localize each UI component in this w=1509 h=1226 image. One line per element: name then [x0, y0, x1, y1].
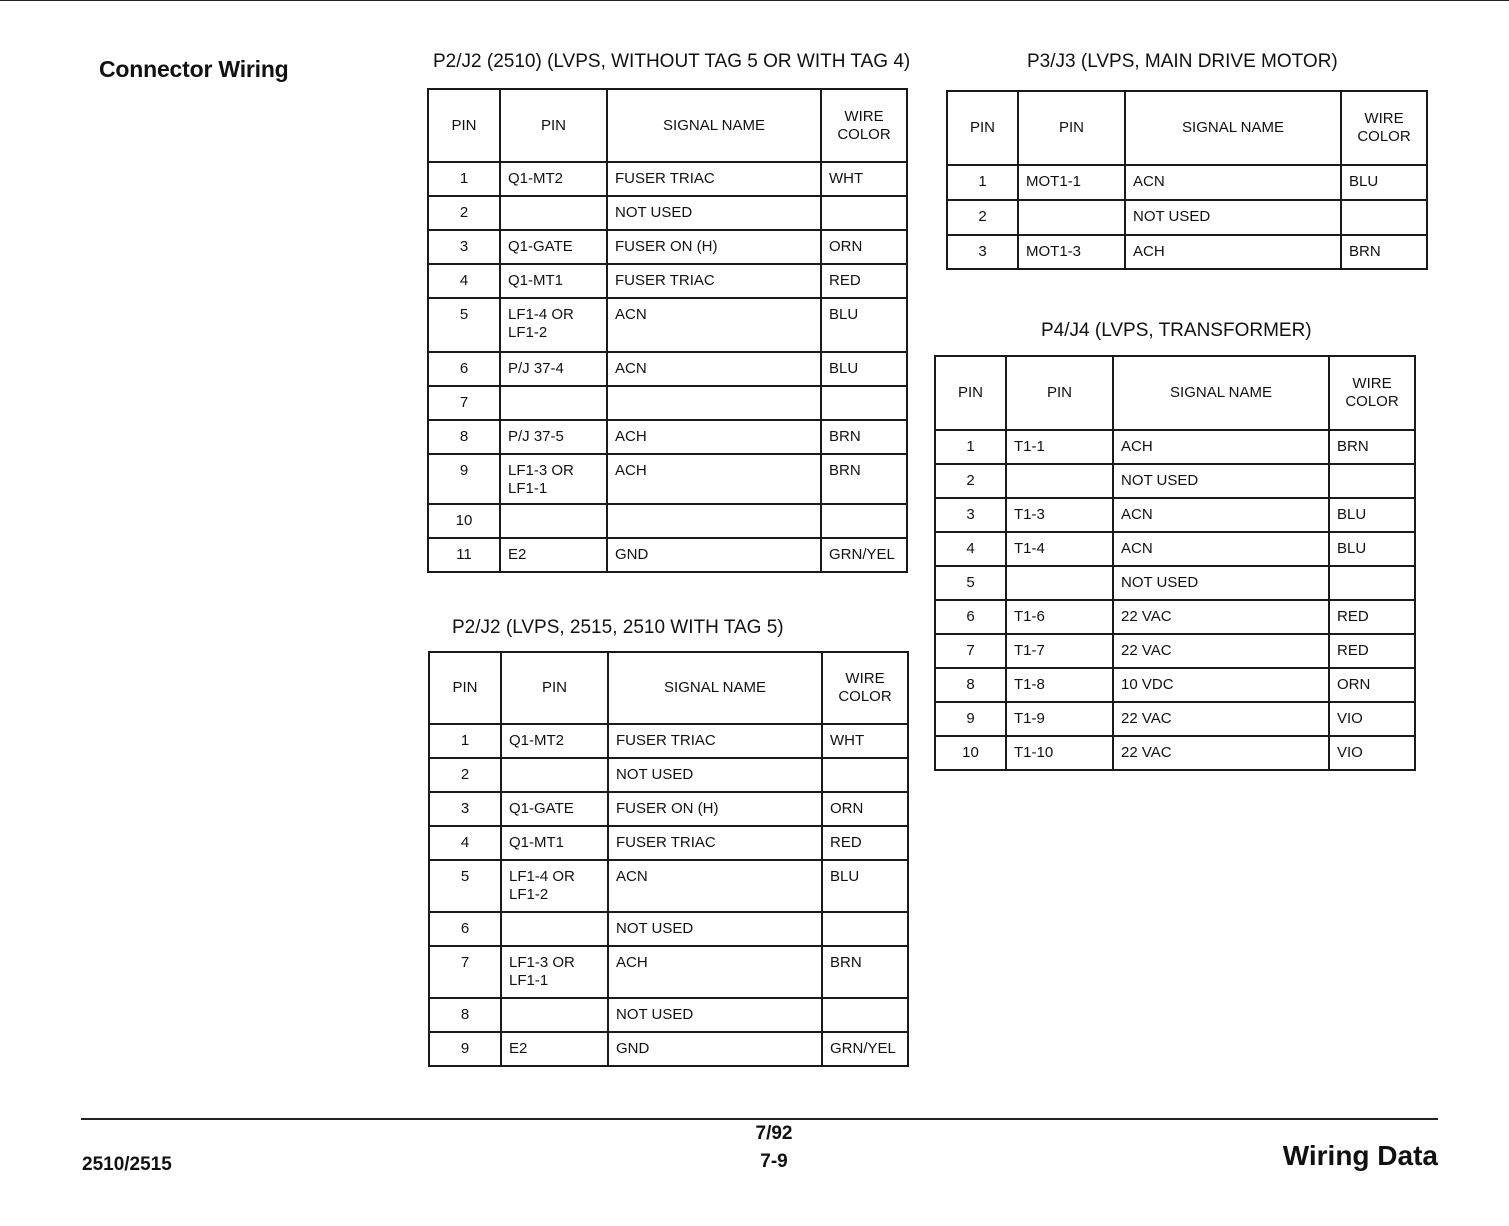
- column-header: PIN: [429, 652, 501, 724]
- wire-color-cell: BRN: [1329, 430, 1415, 464]
- pin-number-cell: 4: [429, 826, 501, 860]
- wiring-table: [428, 651, 909, 1067]
- signal-name-cell: FUSER TRIAC: [608, 826, 822, 860]
- pin-number-cell: 3: [429, 792, 501, 826]
- wire-color-cell: ORN: [822, 792, 908, 826]
- table-row: [935, 600, 1415, 634]
- wiring-table: [427, 88, 908, 573]
- top-border: [0, 0, 1509, 1]
- wire-color-cell: BRN: [821, 454, 907, 504]
- pin-cell: T1-8: [1006, 668, 1113, 702]
- signal-name-cell: NOT USED: [608, 912, 822, 946]
- wiring-table: [934, 355, 1416, 771]
- pin-cell: [1006, 464, 1113, 498]
- pin-number-cell: 10: [428, 504, 500, 538]
- wire-color-cell: BRN: [1341, 235, 1427, 269]
- pin-cell: MOT1-3: [1018, 235, 1125, 269]
- signal-name-cell: NOT USED: [1113, 464, 1329, 498]
- pin-cell: T1-1: [1006, 430, 1113, 464]
- pin-cell: P/J 37-4: [500, 352, 607, 386]
- wire-color-cell: BRN: [822, 946, 908, 998]
- pin-cell: [501, 998, 608, 1032]
- pin-number-cell: 2: [429, 758, 501, 792]
- signal-name-cell: 22 VAC: [1113, 702, 1329, 736]
- column-header: SIGNAL NAME: [607, 89, 821, 162]
- wire-color-cell: BLU: [1329, 498, 1415, 532]
- signal-name-cell: ACH: [1125, 235, 1341, 269]
- column-header: SIGNAL NAME: [1125, 91, 1341, 165]
- pin-cell: Q1-MT2: [501, 724, 608, 758]
- pin-cell: [501, 912, 608, 946]
- table-row: [947, 165, 1427, 200]
- column-header: WIRE COLOR: [1329, 356, 1415, 430]
- table-row: [935, 566, 1415, 600]
- table-row: [428, 504, 907, 538]
- signal-name-cell: FUSER ON (H): [607, 230, 821, 264]
- signal-name-cell: FUSER TRIAC: [607, 162, 821, 196]
- signal-name-cell: 22 VAC: [1113, 736, 1329, 770]
- signal-name-cell: ACN: [608, 860, 822, 912]
- wire-color-cell: ORN: [821, 230, 907, 264]
- column-header: PIN: [501, 652, 608, 724]
- pin-number-cell: 9: [429, 1032, 501, 1066]
- table-row: [429, 946, 908, 998]
- pin-number-cell: 2: [428, 196, 500, 230]
- signal-name-cell: ACH: [607, 454, 821, 504]
- wire-color-cell: BLU: [821, 298, 907, 352]
- pin-number-cell: 7: [429, 946, 501, 998]
- wire-color-cell: [821, 504, 907, 538]
- table-row: [935, 430, 1415, 464]
- signal-name-cell: ACH: [1113, 430, 1329, 464]
- pin-cell: Q1-MT2: [500, 162, 607, 196]
- signal-name-cell: ACN: [1113, 498, 1329, 532]
- pin-number-cell: 6: [428, 352, 500, 386]
- pin-number-cell: 8: [429, 998, 501, 1032]
- column-header: SIGNAL NAME: [1113, 356, 1329, 430]
- signal-name-cell: NOT USED: [1125, 200, 1341, 235]
- pin-number-cell: 1: [429, 724, 501, 758]
- wire-color-cell: BLU: [822, 860, 908, 912]
- wire-color-cell: ORN: [1329, 668, 1415, 702]
- table-row: [428, 230, 907, 264]
- signal-name-cell: 10 VDC: [1113, 668, 1329, 702]
- signal-name-cell: [607, 386, 821, 420]
- wire-color-cell: [821, 386, 907, 420]
- table-row: [428, 420, 907, 454]
- pin-cell: LF1-3 OR LF1-1: [500, 454, 607, 504]
- signal-name-cell: FUSER TRIAC: [608, 724, 822, 758]
- pin-cell: [1018, 200, 1125, 235]
- signal-name-cell: NOT USED: [1113, 566, 1329, 600]
- footer-divider: [81, 1118, 1438, 1120]
- pin-cell: [501, 758, 608, 792]
- wire-color-cell: BLU: [821, 352, 907, 386]
- table-caption: P3/J3 (LVPS, MAIN DRIVE MOTOR): [1027, 51, 1338, 72]
- signal-name-cell: GND: [608, 1032, 822, 1066]
- signal-name-cell: ACN: [1113, 532, 1329, 566]
- table-row: [428, 298, 907, 352]
- wire-color-cell: [822, 998, 908, 1032]
- pin-cell: T1-10: [1006, 736, 1113, 770]
- table-row: [935, 532, 1415, 566]
- wire-color-cell: BLU: [1341, 165, 1427, 200]
- pin-number-cell: 8: [428, 420, 500, 454]
- wiring-table: [946, 90, 1428, 270]
- signal-name-cell: ACH: [608, 946, 822, 998]
- wire-color-cell: [822, 758, 908, 792]
- pin-cell: T1-4: [1006, 532, 1113, 566]
- footer-date: 7/92: [755, 1123, 793, 1144]
- column-header: WIRE COLOR: [822, 652, 908, 724]
- pin-number-cell: 1: [947, 165, 1018, 200]
- table-row: [428, 162, 907, 196]
- pin-number-cell: 7: [428, 386, 500, 420]
- pin-cell: LF1-3 OR LF1-1: [501, 946, 608, 998]
- pin-cell: Q1-MT1: [500, 264, 607, 298]
- table-row: [429, 758, 908, 792]
- signal-name-cell: ACH: [607, 420, 821, 454]
- footer-page-number: 7-9: [760, 1151, 788, 1172]
- signal-name-cell: ACN: [607, 352, 821, 386]
- table-row: [428, 454, 907, 504]
- pin-number-cell: 3: [428, 230, 500, 264]
- table-row: [429, 724, 908, 758]
- pin-number-cell: 1: [428, 162, 500, 196]
- column-header: PIN: [500, 89, 607, 162]
- column-header: SIGNAL NAME: [608, 652, 822, 724]
- wire-color-cell: BRN: [821, 420, 907, 454]
- wire-color-cell: [822, 912, 908, 946]
- table-caption: P2/J2 (LVPS, 2515, 2510 WITH TAG 5): [452, 617, 784, 638]
- table-row: [935, 634, 1415, 668]
- wire-color-cell: VIO: [1329, 736, 1415, 770]
- signal-name-cell: NOT USED: [607, 196, 821, 230]
- wire-color-cell: [1329, 566, 1415, 600]
- pin-number-cell: 1: [935, 430, 1006, 464]
- pin-number-cell: 5: [935, 566, 1006, 600]
- pin-number-cell: 6: [935, 600, 1006, 634]
- pin-number-cell: 3: [935, 498, 1006, 532]
- table-row: [947, 200, 1427, 235]
- pin-cell: E2: [500, 538, 607, 572]
- table-row: [429, 860, 908, 912]
- pin-cell: Q1-MT1: [501, 826, 608, 860]
- table-row: [935, 498, 1415, 532]
- pin-cell: [500, 386, 607, 420]
- wire-color-cell: RED: [1329, 600, 1415, 634]
- wire-color-cell: VIO: [1329, 702, 1415, 736]
- pin-cell: E2: [501, 1032, 608, 1066]
- pin-cell: T1-6: [1006, 600, 1113, 634]
- pin-number-cell: 3: [947, 235, 1018, 269]
- table-row: [428, 352, 907, 386]
- table-row: [429, 1032, 908, 1066]
- table-row: [935, 668, 1415, 702]
- wire-color-cell: RED: [1329, 634, 1415, 668]
- table-caption: P4/J4 (LVPS, TRANSFORMER): [1041, 320, 1312, 341]
- signal-name-cell: FUSER ON (H): [608, 792, 822, 826]
- signal-name-cell: ACN: [607, 298, 821, 352]
- pin-cell: Q1-GATE: [501, 792, 608, 826]
- column-header: PIN: [428, 89, 500, 162]
- wire-color-cell: BLU: [1329, 532, 1415, 566]
- pin-cell: T1-7: [1006, 634, 1113, 668]
- table-row: [428, 196, 907, 230]
- wire-color-cell: GRN/YEL: [821, 538, 907, 572]
- table-row: [935, 702, 1415, 736]
- wire-color-cell: [1341, 200, 1427, 235]
- pin-cell: T1-9: [1006, 702, 1113, 736]
- wire-color-cell: [1329, 464, 1415, 498]
- table-row: [428, 538, 907, 572]
- pin-cell: [1006, 566, 1113, 600]
- table-row: [935, 736, 1415, 770]
- signal-name-cell: FUSER TRIAC: [607, 264, 821, 298]
- column-header: PIN: [1006, 356, 1113, 430]
- column-header: PIN: [935, 356, 1006, 430]
- pin-cell: LF1-4 OR LF1-2: [501, 860, 608, 912]
- signal-name-cell: 22 VAC: [1113, 600, 1329, 634]
- wire-color-cell: RED: [822, 826, 908, 860]
- table-row: [947, 235, 1427, 269]
- wire-color-cell: [821, 196, 907, 230]
- wire-color-cell: RED: [821, 264, 907, 298]
- pin-number-cell: 4: [935, 532, 1006, 566]
- section-title: Connector Wiring: [99, 56, 289, 82]
- pin-number-cell: 9: [428, 454, 500, 504]
- pin-number-cell: 8: [935, 668, 1006, 702]
- pin-number-cell: 4: [428, 264, 500, 298]
- signal-name-cell: GND: [607, 538, 821, 572]
- column-header: PIN: [1018, 91, 1125, 165]
- table-row: [429, 912, 908, 946]
- footer-model: 2510/2515: [82, 1154, 172, 1175]
- pin-cell: LF1-4 OR LF1-2: [500, 298, 607, 352]
- pin-number-cell: 2: [947, 200, 1018, 235]
- wire-color-cell: WHT: [821, 162, 907, 196]
- wire-color-cell: WHT: [822, 724, 908, 758]
- table-row: [429, 998, 908, 1032]
- signal-name-cell: ACN: [1125, 165, 1341, 200]
- pin-number-cell: 9: [935, 702, 1006, 736]
- table-row: [428, 386, 907, 420]
- pin-number-cell: 2: [935, 464, 1006, 498]
- pin-cell: T1-3: [1006, 498, 1113, 532]
- footer-chapter-title: Wiring Data: [1282, 1140, 1438, 1171]
- table-row: [935, 464, 1415, 498]
- pin-number-cell: 5: [429, 860, 501, 912]
- pin-cell: P/J 37-5: [500, 420, 607, 454]
- pin-number-cell: 11: [428, 538, 500, 572]
- column-header: WIRE COLOR: [821, 89, 907, 162]
- pin-number-cell: 7: [935, 634, 1006, 668]
- table-row: [429, 792, 908, 826]
- signal-name-cell: NOT USED: [608, 758, 822, 792]
- pin-cell: MOT1-1: [1018, 165, 1125, 200]
- signal-name-cell: [607, 504, 821, 538]
- pin-number-cell: 5: [428, 298, 500, 352]
- pin-cell: [500, 504, 607, 538]
- pin-cell: Q1-GATE: [500, 230, 607, 264]
- column-header: PIN: [947, 91, 1018, 165]
- signal-name-cell: NOT USED: [608, 998, 822, 1032]
- column-header: WIRE COLOR: [1341, 91, 1427, 165]
- signal-name-cell: 22 VAC: [1113, 634, 1329, 668]
- table-row: [429, 826, 908, 860]
- wire-color-cell: GRN/YEL: [822, 1032, 908, 1066]
- table-row: [428, 264, 907, 298]
- table-caption: P2/J2 (2510) (LVPS, WITHOUT TAG 5 OR WITH TAG 4): [433, 51, 911, 72]
- pin-number-cell: 6: [429, 912, 501, 946]
- pin-cell: [500, 196, 607, 230]
- pin-number-cell: 10: [935, 736, 1006, 770]
